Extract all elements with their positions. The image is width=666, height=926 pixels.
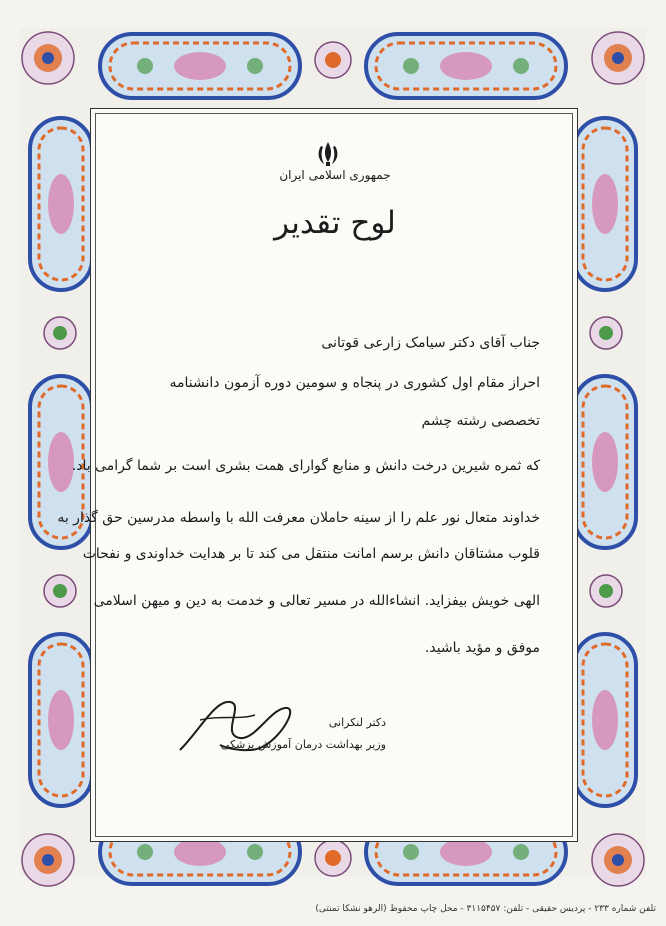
signatory-role: وزیر بهداشت درمان آموزش پزشکی <box>220 738 386 751</box>
body-line: قلوب مشتاقان دانش برسم امانت منتقل می کند تا بر هدایت خداوندی و نفحات <box>82 546 540 562</box>
body-line: تخصصی رشته چشم <box>421 413 540 429</box>
certificate-title: لوح تقدیر <box>274 205 396 241</box>
left-cartouche <box>30 118 92 290</box>
body-line: احراز مقام اول کشوری در پنجاه و سومین دوره آزمون دانشنامه <box>169 375 540 391</box>
body-line: که ثمره شیرین درخت دانش و منابع گوارای همت بشری است بر شما گرامی باد. <box>71 458 540 474</box>
corner-rosette-icon <box>592 834 644 886</box>
flower-ornament-icon <box>315 42 351 78</box>
country-name: جمهوری اسلامی ایران <box>279 168 391 182</box>
recipient-line: جناب آقای دکتر سیامک زارعی قوتانی <box>321 335 540 351</box>
top-cartouche <box>366 34 566 98</box>
corner-rosette-icon <box>592 32 644 84</box>
left-cartouche <box>30 634 92 806</box>
right-cartouche <box>574 634 636 806</box>
body-line: موفق و مؤید باشید. <box>424 640 540 656</box>
right-cartouche <box>574 376 636 548</box>
top-cartouche <box>100 34 300 98</box>
body-line: الهی خویش بیفزاید. انشاءالله در مسیر تعالی و خدمت به دین و میهن اسلامی <box>93 593 540 609</box>
body-line: خداوند متعال نور علم را از سینه حاملان معرفت الله با واسطه مدرسین حق گذار به <box>57 510 540 526</box>
flower-ornament-icon <box>315 840 351 876</box>
iran-emblem-icon <box>313 140 343 168</box>
print-footer: تلفن شماره ۲۳۳ - پردیس حقیقی - تلفن: ۳۱۱۵۴۵۷ - محل چاپ محفوظ (الرهو نشکا تمنتی) <box>315 904 656 914</box>
corner-rosette-icon <box>22 32 74 84</box>
signatory-name: دکتر لنکرانی <box>328 716 386 729</box>
right-cartouche <box>574 118 636 290</box>
corner-rosette-icon <box>22 834 74 886</box>
